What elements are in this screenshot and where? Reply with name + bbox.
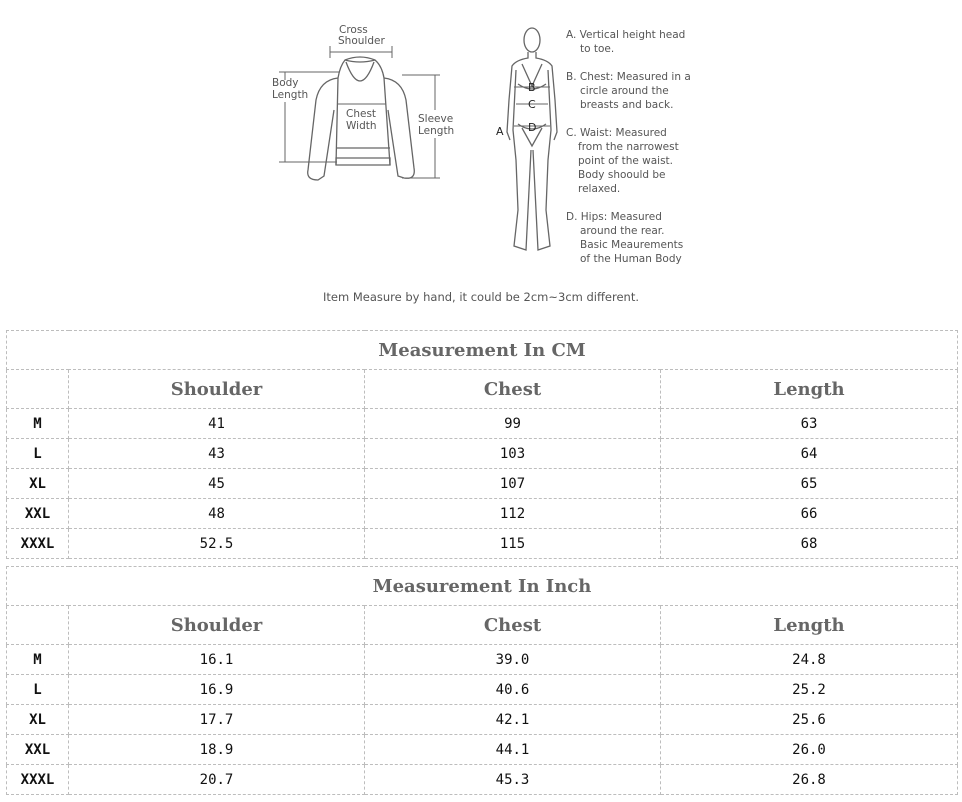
shoulder-cell: 52.5 — [69, 529, 365, 559]
table-row — [7, 439, 958, 469]
size-cell: XXXL — [7, 529, 69, 559]
marker-a: A — [496, 125, 504, 138]
length-cell: 66 — [661, 499, 958, 529]
shoulder-cell: 17.7 — [69, 705, 365, 735]
table-row — [7, 645, 958, 675]
note-c-line-1: C. Waist: Measured — [566, 127, 667, 139]
shoulder-cell: 20.7 — [69, 765, 365, 795]
chest-cell: 45.3 — [365, 765, 661, 795]
chest-width-label: Chest — [346, 108, 377, 120]
shoulder-cell: 18.9 — [69, 735, 365, 765]
marker-d: D — [528, 121, 537, 134]
shoulder-cell: 45 — [69, 469, 365, 499]
size-table-cm — [6, 330, 958, 559]
length-cell: 64 — [661, 439, 958, 469]
note-c-line-5: relaxed. — [578, 183, 621, 195]
shoulder-cell: 48 — [69, 499, 365, 529]
body-figure-illustration — [507, 28, 557, 250]
chest-cell: 40.6 — [365, 675, 661, 705]
note-d-line-2: around the rear. — [580, 225, 665, 237]
sleeve-length-label-2: Length — [418, 125, 455, 137]
chest-cell: 107 — [365, 469, 661, 499]
cross-shoulder-label-2: Shoulder — [338, 35, 385, 47]
shoulder-cell: 16.9 — [69, 675, 365, 705]
note-c-line-4: Body shoould be — [578, 169, 666, 181]
note-b-line-3: breasts and back. — [580, 99, 674, 111]
length-cell: 25.6 — [661, 705, 958, 735]
size-cell: L — [7, 439, 69, 469]
table-row — [7, 705, 958, 735]
length-cell: 63 — [661, 409, 958, 439]
body-length-label-2: Length — [272, 89, 309, 101]
chest-width-label-2: Width — [346, 120, 377, 132]
size-cell: XXL — [7, 735, 69, 765]
body-length-label: Body — [272, 77, 299, 89]
chest-cell: 112 — [365, 499, 661, 529]
length-cell: 65 — [661, 469, 958, 499]
header-chest: Chest — [365, 370, 661, 409]
size-table-inch — [6, 566, 958, 795]
note-d-line-3: Basic Meaurements — [580, 239, 684, 251]
table-title: Measurement In CM — [7, 331, 958, 370]
measurement-diagram — [0, 0, 962, 320]
table-row — [7, 409, 958, 439]
header-shoulder: Shoulder — [69, 606, 365, 645]
length-cell: 24.8 — [661, 645, 958, 675]
shoulder-cell: 16.1 — [69, 645, 365, 675]
cross-shoulder-label: Cross — [339, 24, 368, 36]
shoulder-cell: 43 — [69, 439, 365, 469]
chest-cell: 115 — [365, 529, 661, 559]
note-a-line-1: A. Vertical height head — [566, 29, 686, 41]
table-title: Measurement In Inch — [7, 567, 958, 606]
note-d-line-4: of the Human Body — [580, 253, 682, 265]
header-length: Length — [661, 370, 958, 409]
table-row — [7, 469, 958, 499]
size-cell: XXL — [7, 499, 69, 529]
length-cell: 26.8 — [661, 765, 958, 795]
note-b-line-1: B. Chest: Measured in a — [566, 71, 691, 83]
header-shoulder: Shoulder — [69, 370, 365, 409]
length-cell: 26.0 — [661, 735, 958, 765]
table-row — [7, 765, 958, 795]
length-cell: 68 — [661, 529, 958, 559]
note-b-line-2: circle around the — [580, 85, 669, 97]
table-row — [7, 529, 958, 559]
size-cell: XXXL — [7, 765, 69, 795]
chest-cell: 44.1 — [365, 735, 661, 765]
header-cell-empty — [7, 606, 69, 645]
table-row — [7, 735, 958, 765]
size-cell: XL — [7, 469, 69, 499]
length-cell: 25.2 — [661, 675, 958, 705]
size-cell: XL — [7, 705, 69, 735]
shoulder-cell: 41 — [69, 409, 365, 439]
chest-cell: 42.1 — [365, 705, 661, 735]
marker-b: B — [528, 81, 536, 94]
measure-note: Item Measure by hand, it could be 2cm~3cm different. — [322, 290, 640, 304]
note-c-line-2: from the narrowest — [578, 141, 679, 153]
table-row — [7, 675, 958, 705]
size-cell: L — [7, 675, 69, 705]
chest-cell: 103 — [365, 439, 661, 469]
note-d-line-1: D. Hips: Measured — [566, 211, 662, 223]
marker-c: C — [528, 98, 536, 111]
size-cell: M — [7, 645, 69, 675]
table-row — [7, 499, 958, 529]
note-a-line-2: to toe. — [580, 43, 615, 55]
chest-cell: 99 — [365, 409, 661, 439]
chest-cell: 39.0 — [365, 645, 661, 675]
note-c-line-3: point of the waist. — [578, 155, 674, 167]
header-chest: Chest — [365, 606, 661, 645]
header-length: Length — [661, 606, 958, 645]
size-cell: M — [7, 409, 69, 439]
header-cell-empty — [7, 370, 69, 409]
sleeve-length-label: Sleeve — [418, 113, 454, 125]
